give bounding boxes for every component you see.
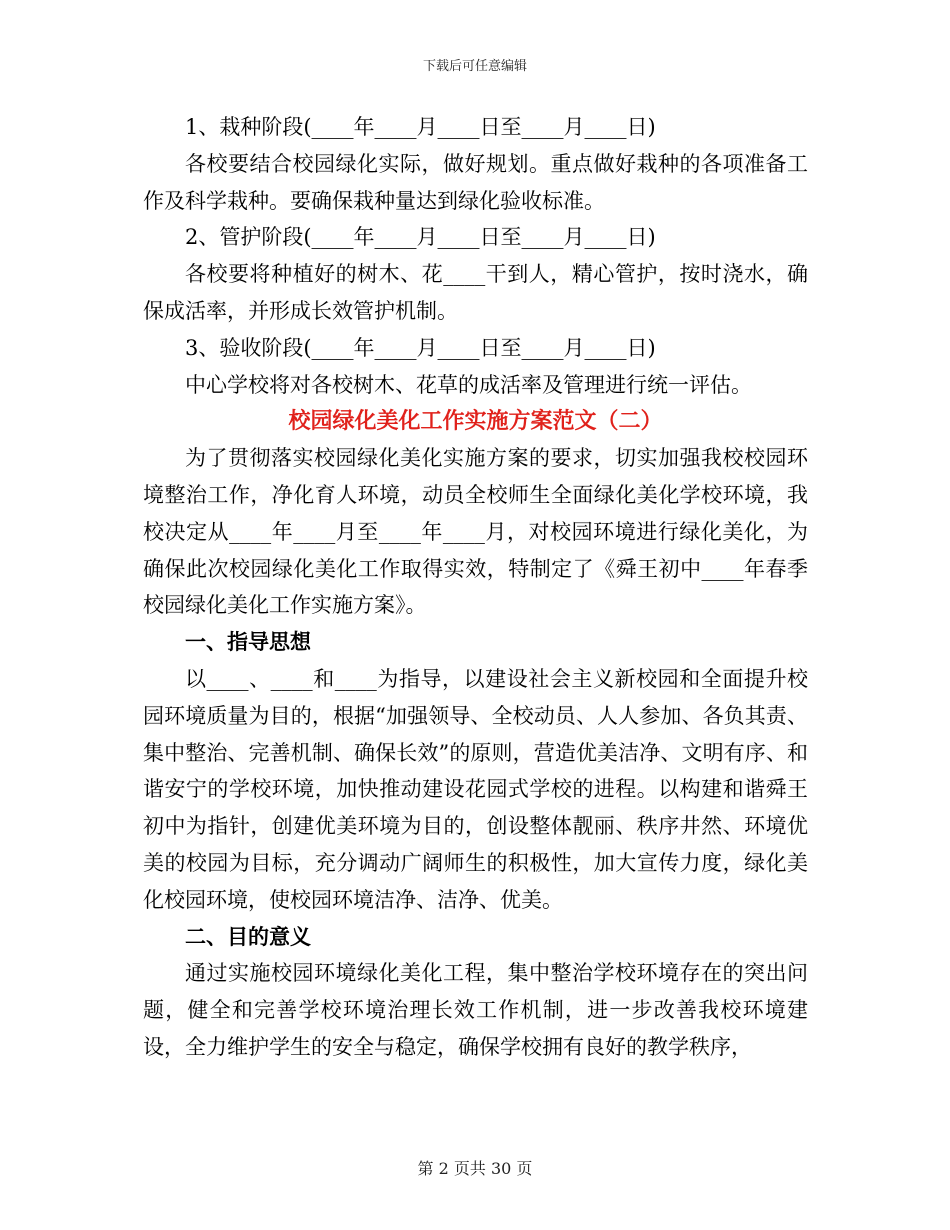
- purpose-paragraph: 通过实施校园环境绿化美化工程，集中整治学校环境存在的突出问题，健全和完善学校环境治理长效工作机制，进一步改善我校环境建设，全力维护学生的安全与稳定，确保学校拥有良好的教学秩序，: [143, 961, 808, 1059]
- stage-care-desc: 各校要将种植好的树木、花____干到人，精心管护，按时浇水，确保成活率，并形成长效管护机制。: [143, 262, 808, 323]
- section-title: 校园绿化美化工作实施方案范文（二）: [288, 408, 663, 435]
- page-footer: 第 2 页共 30 页: [417, 1159, 533, 1178]
- page-body: [143, 109, 808, 1066]
- page-header: 下载后可任意编辑: [422, 59, 527, 74]
- heading-purpose: 二、目的意义: [185, 923, 311, 949]
- stage-planting: 1、栽种阶段(____年____月____日至____月____日): [185, 115, 656, 139]
- stage-acceptance: 3、验收阶段(____年____月____日至____月____日): [185, 335, 656, 360]
- heading-guiding-ideology: 一、指导思想: [185, 629, 311, 655]
- intro-paragraph: 为了贯彻落实校园绿化美化实施方案的要求，切实加强我校校园环境整治工作，净化育人环境，动员全校师生全面绿化美化学校环境，我校决定从____年____月至____年____月，对校园环境进行绿化美化，为确保此次校园绿化美化工作取得实效，特制定了《舜王初中____年春季校园绿化美化工作实施方案》。: [143, 446, 808, 618]
- stage-planting-desc: 各校要结合校园绿化实际，做好规划。重点做好栽种的各项准备工作及科学栽种。要确保栽种量达到绿化验收标准。: [143, 151, 808, 213]
- stage-acceptance-desc: 中心学校将对各校树木、花草的成活率及管理进行统一评估。: [185, 372, 752, 397]
- stage-care: 2、管护阶段(____年____月____日至____月____日): [185, 225, 656, 250]
- guiding-paragraph: 以____、____和____为指导，以建设社会主义新校园和全面提升校园环境质量为目的，根据“加强领导、全校动员、人人参加、各负其责、集中整治、完善机制、确保长效”的原则，营造优美洁净、文明有序、和谐安宁的学校环境，加快推动建设花园式学校的进程。以构建和谐舜王初中为指针，创建优美环境为目的，创设整体靓丽、秩序井然、环境优美的校园为目标，充分调动广阔师生的积极性，加大宣传力度，绿化美化校园环境，使校园环境洁净、洁净、优美。: [143, 666, 808, 912]
